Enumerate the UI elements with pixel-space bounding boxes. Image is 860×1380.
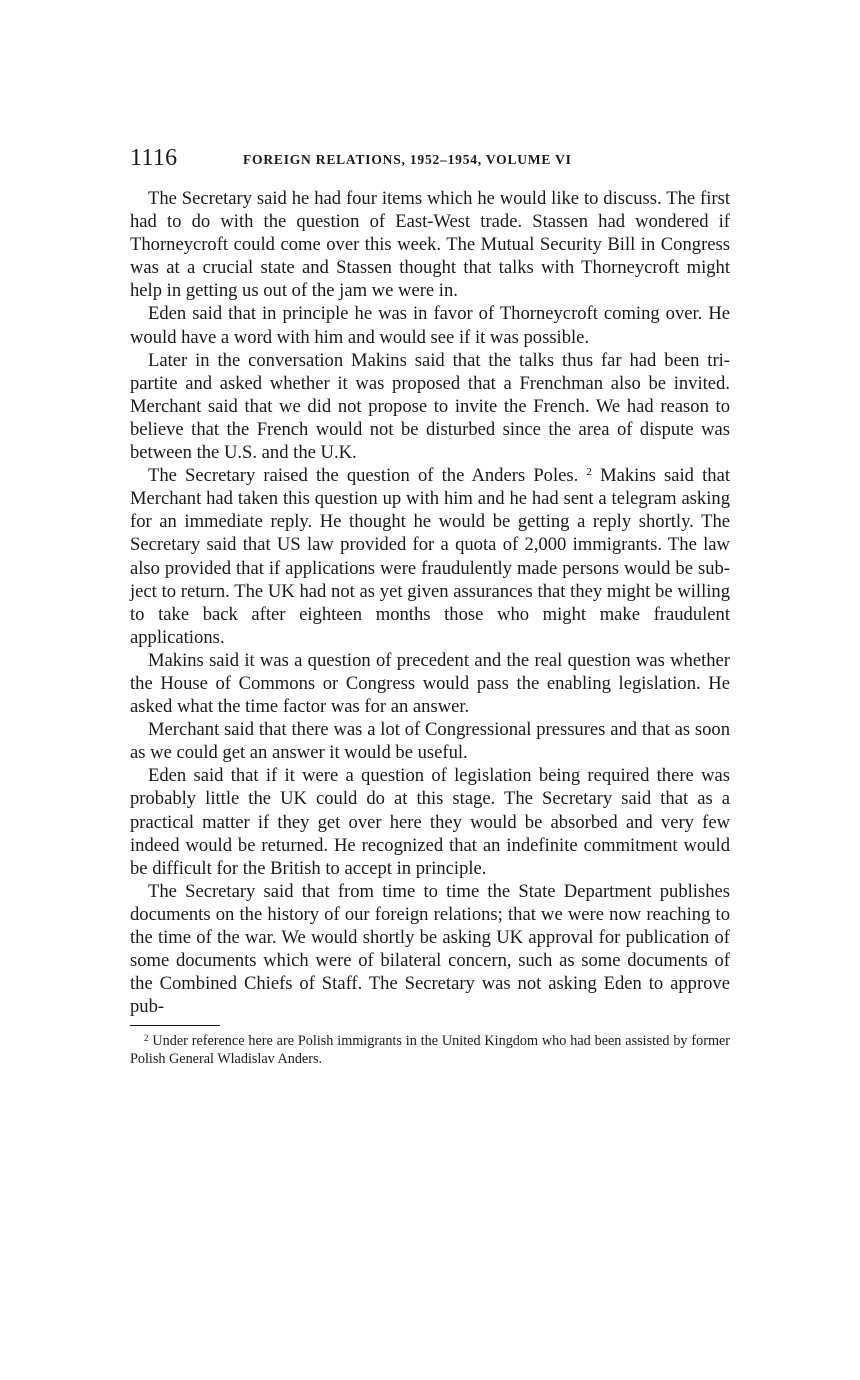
body-text [130,187,730,1018]
running-head [130,145,730,175]
paragraph: Merchant said that there was a lot of Congressional pressures and that as soon as we could get an answer it would be useful. [130,719,730,764]
paragraph: Makins said it was a question of precedent and the real question was whether the House of Commons or Congress would pass the enabling legislation. He asked what the time factor was for an answer. [130,649,730,718]
paragraph: Eden said that in principle he was in favor of Thorneycroft coming over. He would have a word with him and would see if it was possible. [130,303,730,348]
footnote [130,1032,730,1068]
paragraph: The Secretary said that from time to time the State Department publishes documents on the history of our foreign relations; that we were now reaching to the time of the war. We would shortly be asking UK approval for publication of some documents which were of bilateral concern, such as some documents of the Combined Chiefs of Staff. The Secretary was not asking Eden to approve pub- [130,880,730,1018]
paragraph: The Secretary said he had four items which he would like to discuss. The first had to do with the question of East-West trade. Stassen had wondered if Thorneycroft could come over this week. The Mutual Security Bill in Congress was at a crucial state and Stassen thought that talks with Thorneycroft might help in getting us out of the jam we were in. [130,188,730,302]
footnote-reference: 2 [586,466,592,479]
footnote-marker: 2 [144,1033,149,1044]
paragraph-text: Makins said that Merchant had taken this question up with him and he had sent a telegram asking for an immediate reply. He thought he would be getting a reply shortly. The Secretary said that US law provided for a quota of 2,000 immigrants. The law also provided that if applications were fraudulently made persons would be subject to return. The UK had not as yet given assurances that they might be willing to take back after eighteen months those who might make fraudulent applications. [130,465,730,648]
paragraph-text: The Secretary raised the question of the Anders Poles. [148,465,579,487]
page-number: 1116 [130,145,178,171]
paragraph [130,464,730,649]
footnote-text: Under reference here are Polish immigrants in the United Kingdom who had been assisted by former Polish General Wladislav Anders. [130,1033,730,1068]
footnote-divider [130,1025,220,1026]
paragraph: Eden said that if it were a question of legislation being required there was probably little the UK could do at this stage. The Secretary said that as a practical matter if they get over here they would be absorbed and very few indeed would be returned. He recognized that an indefinite commitment would be difficult for the British to accept in principle. [130,765,730,879]
running-head-title: FOREIGN RELATIONS, 1952–1954, VOLUME VI [243,152,572,167]
paragraph: Later in the conversation Makins said that the talks thus far had been tri-partite and asked whether it was proposed that a Frenchman also be invited. Merchant said that we did not propose to invite the French. We had reason to believe that the French would not be disturbed since the area of dispute was between the U.S. and the U.K. [130,349,730,464]
document-page [130,145,730,1068]
